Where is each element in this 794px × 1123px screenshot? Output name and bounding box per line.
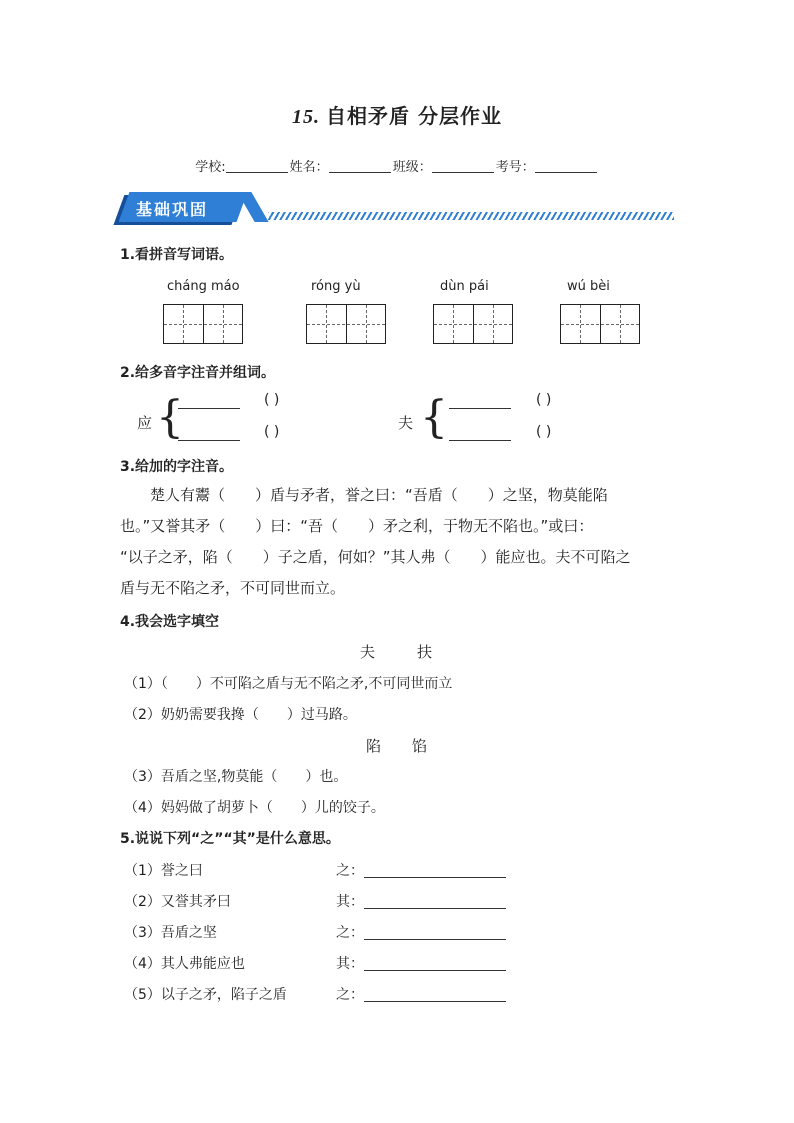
q5-title: 5.说说下列“之”“其”是什么意思。: [120, 831, 340, 847]
section-banner: [118, 190, 678, 226]
student-info-line: [0, 156, 794, 175]
word-blank-1b[interactable]: [178, 439, 240, 441]
pinyin-4: wú bèi: [567, 279, 610, 294]
class-label: 班级：: [392, 160, 432, 175]
pinyin-3: dùn pái: [440, 279, 489, 294]
pinyin-paren-2a[interactable]: ( ): [536, 392, 552, 408]
polyphone-char-2: 夫: [398, 414, 414, 432]
choice-char-xian1: 陷: [366, 737, 382, 755]
q4-item-3: （3）吾盾之坚,物莫能（ ）也。: [124, 769, 348, 785]
q5-key-4: 其：: [336, 953, 506, 973]
school-label: 学校:: [195, 160, 226, 175]
choice-char-fu2: 扶: [417, 643, 433, 661]
word-blank-1a[interactable]: [178, 407, 240, 409]
answer-line-2[interactable]: [364, 892, 506, 909]
writing-grid-1[interactable]: [163, 304, 243, 344]
q4-item-2: （2）奶奶需要我搀（ ）过马路。: [124, 707, 357, 723]
name-blank[interactable]: [329, 158, 391, 173]
q4-item-4: （4）妈妈做了胡萝卜（ ）儿的饺子。: [124, 800, 385, 816]
q5-item-5: （5）以子之矛，陷子之盾: [124, 987, 287, 1003]
q5-item-4: （4）其人弗能应也: [124, 956, 245, 972]
class-blank[interactable]: [432, 158, 494, 173]
pinyin-1: cháng máo: [167, 279, 240, 294]
passage-line-2: 也。”又誉其矛（ ）曰：“吾（ ）矛之利，于物无不陷也。”或曰：: [120, 517, 594, 535]
brace-2: {: [420, 392, 448, 443]
q4-item-1: （1）（ ）不可陷之盾与无不陷之矛,不可同世而立: [124, 676, 453, 692]
word-blank-2a[interactable]: [449, 407, 511, 409]
answer-line-5[interactable]: [364, 985, 506, 1002]
q5-item-3: （3）吾盾之坚: [124, 925, 217, 941]
banner-accent: [237, 192, 268, 222]
writing-grid-3[interactable]: [433, 304, 513, 344]
answer-line-4[interactable]: [364, 954, 506, 971]
q4-title: 4.我会选字填空: [120, 614, 220, 630]
exam-no-label: 考号：: [495, 160, 535, 175]
banner-stripes: [268, 212, 674, 220]
q5-key-1: 之：: [336, 860, 506, 880]
q5-item-2: （2）又誉其矛曰: [124, 894, 231, 910]
answer-line-3[interactable]: [364, 923, 506, 940]
pinyin-paren-1b[interactable]: ( ): [264, 424, 280, 440]
choice-char-fu1: 夫: [360, 643, 376, 661]
passage-line-1: 楚人有鬻（ ）盾与矛者，誉之曰：“吾盾（ ）之坚，物莫能陷: [150, 486, 608, 504]
answer-line-1[interactable]: [364, 861, 506, 878]
word-blank-2b[interactable]: [449, 439, 511, 441]
q5-key-5: 之：: [336, 984, 506, 1004]
pinyin-paren-1a[interactable]: ( ): [264, 392, 280, 408]
choice-char-xian2: 馅: [412, 737, 428, 755]
section-label: 基础巩固: [136, 200, 209, 219]
brace-1: {: [156, 392, 184, 443]
passage-line-4: 盾与无不陷之矛，不可同世而立。: [120, 579, 346, 597]
writing-grid-4[interactable]: [560, 304, 640, 344]
page-title: [0, 100, 794, 129]
exam-no-blank[interactable]: [535, 158, 597, 173]
q5-key-3: 之：: [336, 922, 506, 942]
q1-title: 1.看拼音写词语。: [120, 247, 234, 263]
pinyin-paren-2b[interactable]: ( ): [536, 424, 552, 440]
writing-grid-2[interactable]: [306, 304, 386, 344]
passage-line-3: “以子之矛，陷（ ）子之盾，何如？”其人弗（ ）能应也。夫不可陷之: [120, 548, 631, 566]
q5-item-1: （1）誉之曰: [124, 863, 203, 879]
q3-title: 3.给加的字注音。: [120, 459, 234, 475]
school-blank[interactable]: [226, 158, 288, 173]
lesson-number: 15.: [292, 106, 321, 128]
lesson-title: 自相矛盾 分层作业: [326, 104, 502, 128]
q5-key-2: 其：: [336, 891, 506, 911]
q2-title: 2.给多音字注音并组词。: [120, 365, 276, 381]
name-label: 姓名：: [289, 160, 329, 175]
polyphone-char-1: 应: [137, 414, 153, 432]
pinyin-2: róng yù: [311, 279, 361, 294]
